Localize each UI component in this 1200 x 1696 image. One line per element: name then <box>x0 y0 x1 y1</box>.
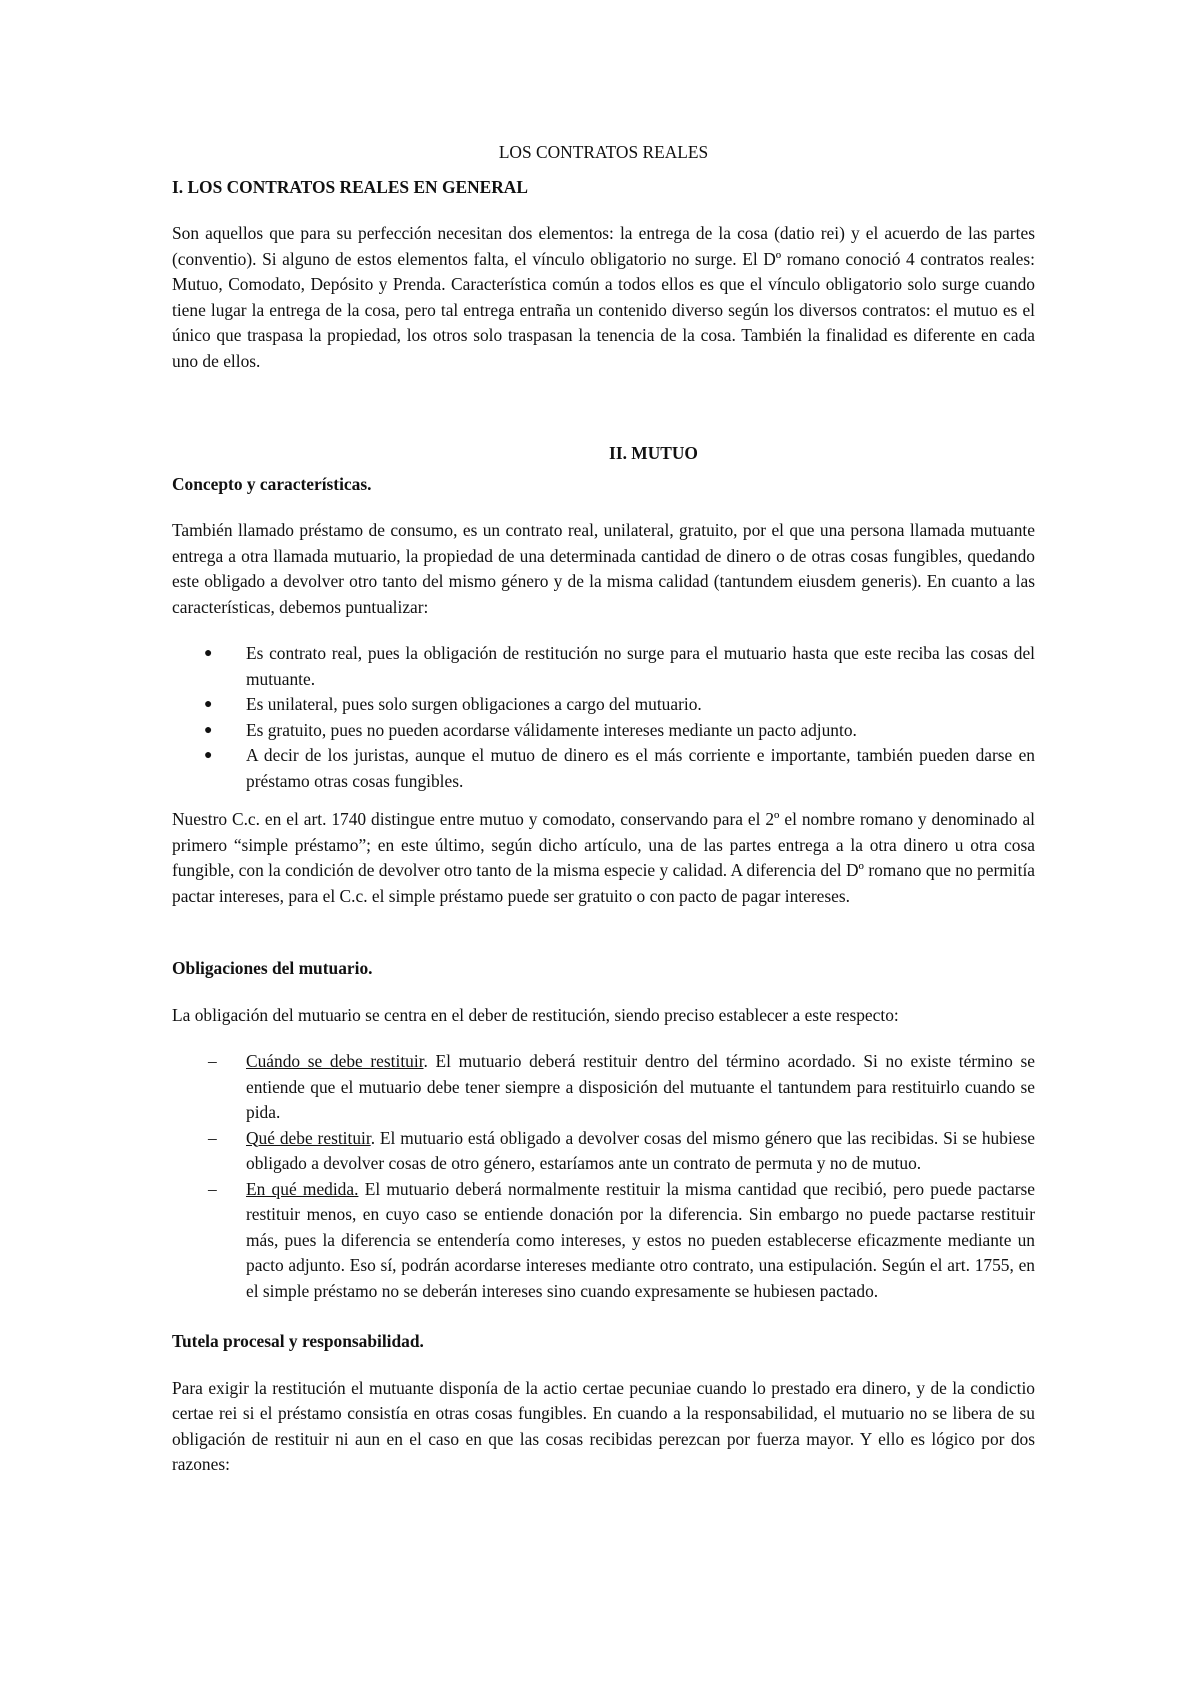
list-item-lead: En qué medida. <box>246 1178 359 1199</box>
dash-icon: – <box>208 1127 217 1148</box>
concept-paragraph: También llamado préstamo de consumo, es un contrato real, unilateral, gratuito, por el que una persona llamada mutuante entrega a otra llamada mutuario, la propiedad de una determinada cantidad de dinero o de otras cosas fungibles, quedando este obligado a devolver otro tanto del mismo género y de la misma calidad (tantundem eiusdem generis). En cuanto a las características, debemos puntualizar: <box>172 520 1035 617</box>
list-item-text: El mutuario deberá normalmente restituir la misma cantidad que recibió, pero puede pactarse restituir menos, en cuyo caso se entiende donación por la diferencia. Sin embargo no puede pactarse restituir más, pues la diferencia se entendería como intereses, y estos no pueden establecerse eficazmente mediante un pacto adjunto. Eso sí, podrán acordarse intereses mediante otro contrato, una estipulación. Según el art. 1755, en el simple préstamo no se deberán intereses sino cuando expresamente se hubiesen pactado. <box>246 1178 1035 1301</box>
list-item-text: Es contrato real, pues la obligación de restitución no surge para el mutuario hasta que este reciba las cosas del mutuante. <box>246 643 1035 689</box>
list-item-lead: Cuándo se debe restituir <box>246 1051 424 1071</box>
list-item-text: A decir de los juristas, aunque el mutuo de dinero es el más corriente e importante, también pueden darse en préstamo otras cosas fungibles. <box>246 745 1035 791</box>
section-heading-mutuo: II. MUTUO <box>609 443 698 463</box>
section-heading-general: I. LOS CONTRATOS REALES EN GENERAL <box>172 176 528 197</box>
civil-code-paragraph: Nuestro C.c. en el art. 1740 distingue entre mutuo y comodato, conservando para el 2º el nombre romano y denominado al primero “simple préstamo”; en este último, según dicho artículo, una de las partes entrega a la otra dinero u otra cosa fungible, con la condición de devolver otro tanto de la misma especie y calidad. A diferencia del Dº romano que no permitía pactar intereses, para el C.c. el simple préstamo puede ser gratuito o con pacto de pagar intereses. <box>172 809 1035 906</box>
document-title: LOS CONTRATOS REALES <box>498 142 709 162</box>
list-item <box>172 1177 1035 1305</box>
list-item <box>172 641 1035 692</box>
subheading-concepto: Concepto y características. <box>172 473 372 494</box>
list-item-lead: Qué debe restituir <box>246 1127 371 1148</box>
obligations-paragraph: La obligación del mutuario se centra en el deber de restitución, siendo preciso establecer a este respecto: <box>172 1004 899 1025</box>
tutela-paragraph: Para exigir la restitución el mutuante disponía de la actio certae pecuniae cuando lo prestado era dinero, y de la condictio certae rei si el préstamo consistía en otras cosas fungibles. En cuando a la responsabilidad, el mutuario no se libera de su obligación de restituir ni aun en el caso en que las cosas recibidas perezcan por fuerza mayor. Y ello es lógico por dos razones: <box>172 1377 1035 1474</box>
list-item <box>172 1126 1035 1177</box>
list-item <box>172 692 1035 718</box>
spacer <box>172 930 1035 956</box>
dash-icon: – <box>208 1051 217 1071</box>
bullet-icon: ● <box>204 697 213 712</box>
list-item-text: . El mutuario está obligado a devolver cosas del mismo género que las recibidas. Si se hubiese obligado a devolver cosas de otro género, estaríamos ante un contrato de permuta y no de mutuo. <box>246 1127 1035 1173</box>
bullet-icon: ● <box>204 722 213 738</box>
spacer <box>172 395 1035 441</box>
characteristics-list <box>172 641 1035 794</box>
list-item <box>172 743 1035 794</box>
list-item <box>172 1049 1035 1126</box>
list-item <box>172 718 1035 744</box>
section-general-paragraph: Son aquellos que para su perfección necesitan dos elementos: la entrega de la cosa (datio rei) y el acuerdo de las partes (conventio). Si alguno de estos elementos falta, el vínculo obligatorio no surge. El Dº romano conoció 4 contratos reales: Mutuo, Comodato, Depósito y Prenda. Característica común a todos ellos es que el vínculo obligatorio solo surge cuando tiene lugar la entrega de la cosa, pero tal entrega entraña un contenido diverso según los diversos contratos: el mutuo es el único que traspasa la propiedad, los otros solo traspasan la tenencia de la cosa. También la finalidad es diferente en cada uno de ellos. <box>172 223 1035 371</box>
dash-icon: – <box>208 1178 217 1199</box>
bullet-icon: ● <box>204 748 213 763</box>
bullet-icon: ● <box>204 646 213 661</box>
obligations-list <box>172 1049 1035 1304</box>
subheading-obligaciones: Obligaciones del mutuario. <box>172 958 373 978</box>
subheading-tutela: Tutela procesal y responsabilidad. <box>172 1331 424 1351</box>
list-item-text: Es gratuito, pues no pueden acordarse válidamente intereses mediante un pacto adjunto. <box>246 719 857 740</box>
document-page <box>172 140 1035 1499</box>
list-item-text: . El mutuario deberá restituir dentro del término acordado. Si no existe término se entiende que el mutuario debe tener siempre a disposición del mutuante el tantundem para restituirlo cuando se pida. <box>246 1051 1035 1122</box>
list-item-text: Es unilateral, pues solo surgen obligaciones a cargo del mutuario. <box>246 694 702 714</box>
